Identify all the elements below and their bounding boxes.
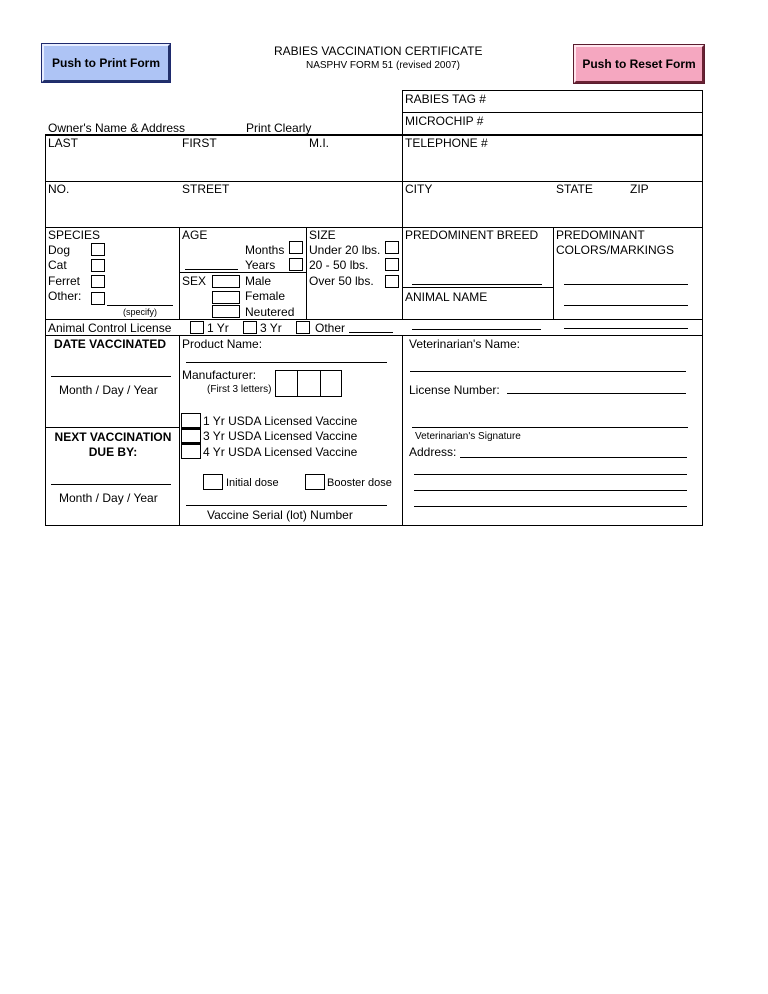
species-other-label: Other: — [48, 289, 82, 303]
first-name-label: FIRST — [182, 136, 217, 150]
size-under20-checkbox[interactable] — [385, 241, 399, 254]
house-number-label: NO. — [48, 182, 70, 196]
vet-signature-label: Veterinarian's Signature — [415, 431, 521, 442]
middle-initial-label: M.I. — [309, 136, 329, 150]
age-years-label: Years — [245, 258, 276, 272]
city-label: CITY — [405, 182, 433, 196]
sex-male-label: Male — [245, 274, 272, 288]
species-dog-label: Dog — [48, 243, 71, 257]
sex-neutered-checkbox[interactable] — [212, 305, 240, 318]
size-under20-label: Under 20 lbs. — [309, 243, 381, 257]
vaccine-4yr-label: 4 Yr USDA Licensed Vaccine — [203, 445, 358, 459]
manufacturer-label: Manufacturer: — [182, 368, 257, 382]
sex-neutered-label: Neutered — [245, 305, 295, 319]
print-form-button[interactable]: Push to Print Form — [42, 44, 170, 82]
due-by-label: DUE BY: — [88, 445, 138, 459]
species-other-line[interactable] — [107, 305, 173, 306]
vet-address-label: Address: — [409, 445, 457, 459]
vet-name-line[interactable] — [410, 371, 686, 372]
vet-license-label: License Number: — [409, 383, 500, 397]
sex-male-checkbox[interactable] — [212, 275, 240, 288]
animal-name-line[interactable] — [412, 329, 541, 330]
vaccine-3yr-checkbox[interactable] — [181, 428, 201, 443]
owner-heading: Owner's Name & Address — [48, 121, 186, 135]
size-20to50-label: 20 - 50 lbs. — [309, 258, 369, 272]
vet-address-line-4[interactable] — [414, 506, 687, 507]
manufacturer-letter-2[interactable] — [297, 370, 321, 397]
vaccine-4yr-checkbox[interactable] — [181, 443, 201, 459]
date-vaccinated-format: Month / Day / Year — [59, 383, 158, 397]
size-over50-label: Over 50 lbs. — [309, 274, 374, 288]
specify-label: (specify) — [123, 307, 158, 317]
colors-heading-line2: COLORS/MARKINGS — [556, 243, 675, 257]
vet-address-line-2[interactable] — [414, 474, 687, 475]
license-1yr-checkbox[interactable] — [190, 321, 204, 334]
species-cat-label: Cat — [48, 258, 67, 272]
colors-line-3[interactable] — [564, 328, 688, 329]
serial-number-line[interactable] — [186, 505, 387, 506]
breed-heading: PREDOMINENT BREED — [405, 228, 539, 242]
booster-dose-label: Booster dose — [327, 477, 392, 489]
initial-dose-checkbox[interactable] — [203, 474, 223, 490]
size-heading: SIZE — [309, 228, 336, 242]
species-ferret-checkbox[interactable] — [91, 275, 105, 288]
serial-number-label: Vaccine Serial (lot) Number — [207, 508, 353, 522]
vaccine-1yr-label: 1 Yr USDA Licensed Vaccine — [203, 414, 358, 428]
vet-address-line-1[interactable] — [460, 457, 687, 458]
age-years-checkbox[interactable] — [289, 258, 303, 271]
license-1yr-label: 1 Yr — [207, 321, 229, 335]
age-months-label: Months — [245, 243, 285, 257]
date-vaccinated-label: DATE VACCINATED — [54, 337, 166, 351]
manufacturer-letter-1[interactable] — [275, 370, 298, 397]
license-other-checkbox[interactable] — [296, 321, 310, 334]
colors-line-1[interactable] — [564, 284, 688, 285]
sex-female-checkbox[interactable] — [212, 291, 240, 304]
vet-address-line-3[interactable] — [414, 490, 687, 491]
sex-heading: SEX — [182, 274, 207, 288]
first3-label: (First 3 letters) — [207, 384, 272, 395]
size-over50-checkbox[interactable] — [385, 275, 399, 288]
age-months-checkbox[interactable] — [289, 241, 303, 254]
form-title: RABIES VACCINATION CERTIFICATE — [274, 44, 483, 58]
date-vaccinated-line[interactable] — [51, 376, 171, 377]
license-3yr-checkbox[interactable] — [243, 321, 257, 334]
vaccine-3yr-label: 3 Yr USDA Licensed Vaccine — [203, 429, 358, 443]
age-heading: AGE — [182, 228, 208, 242]
species-cat-checkbox[interactable] — [91, 259, 105, 272]
vet-signature-line[interactable] — [412, 427, 688, 428]
reset-form-button[interactable]: Push to Reset Form — [574, 45, 704, 83]
license-other-label: Other — [315, 321, 346, 335]
next-vaccination-format: Month / Day / Year — [59, 491, 158, 505]
next-vaccination-label: NEXT VACCINATION — [54, 430, 172, 444]
rabies-tag-label: RABIES TAG # — [405, 92, 486, 106]
next-vaccination-line[interactable] — [51, 484, 171, 485]
vaccine-1yr-checkbox[interactable] — [181, 413, 201, 428]
telephone-label: TELEPHONE # — [405, 136, 488, 150]
sex-female-label: Female — [245, 289, 286, 303]
age-value-line[interactable] — [185, 269, 238, 270]
product-name-label: Product Name: — [182, 337, 263, 351]
zip-label: ZIP — [630, 182, 649, 196]
breed-line[interactable] — [412, 284, 542, 285]
last-name-label: LAST — [48, 136, 79, 150]
license-3yr-label: 3 Yr — [260, 321, 282, 335]
vet-name-label: Veterinarian's Name: — [409, 337, 521, 351]
license-other-line[interactable] — [349, 332, 393, 333]
booster-dose-checkbox[interactable] — [305, 474, 325, 490]
state-label: STATE — [556, 182, 593, 196]
initial-dose-label: Initial dose — [226, 477, 279, 489]
species-dog-checkbox[interactable] — [91, 243, 105, 256]
form-subtitle: NASPHV FORM 51 (revised 2007) — [306, 60, 460, 71]
species-ferret-label: Ferret — [48, 274, 81, 288]
print-clearly-label: Print Clearly — [246, 121, 312, 135]
manufacturer-letter-3[interactable] — [320, 370, 342, 397]
species-other-checkbox[interactable] — [91, 292, 105, 305]
colors-line-2[interactable] — [564, 305, 688, 306]
product-name-line[interactable] — [186, 362, 387, 363]
size-20to50-checkbox[interactable] — [385, 258, 399, 271]
vet-license-line[interactable] — [507, 393, 686, 394]
animal-name-label: ANIMAL NAME — [405, 290, 488, 304]
microchip-label: MICROCHIP # — [405, 114, 484, 128]
animal-license-label: Animal Control License — [48, 321, 172, 335]
colors-heading-line1: PREDOMINANT — [556, 228, 645, 242]
species-heading: SPECIES — [48, 228, 101, 242]
street-label: STREET — [182, 182, 230, 196]
